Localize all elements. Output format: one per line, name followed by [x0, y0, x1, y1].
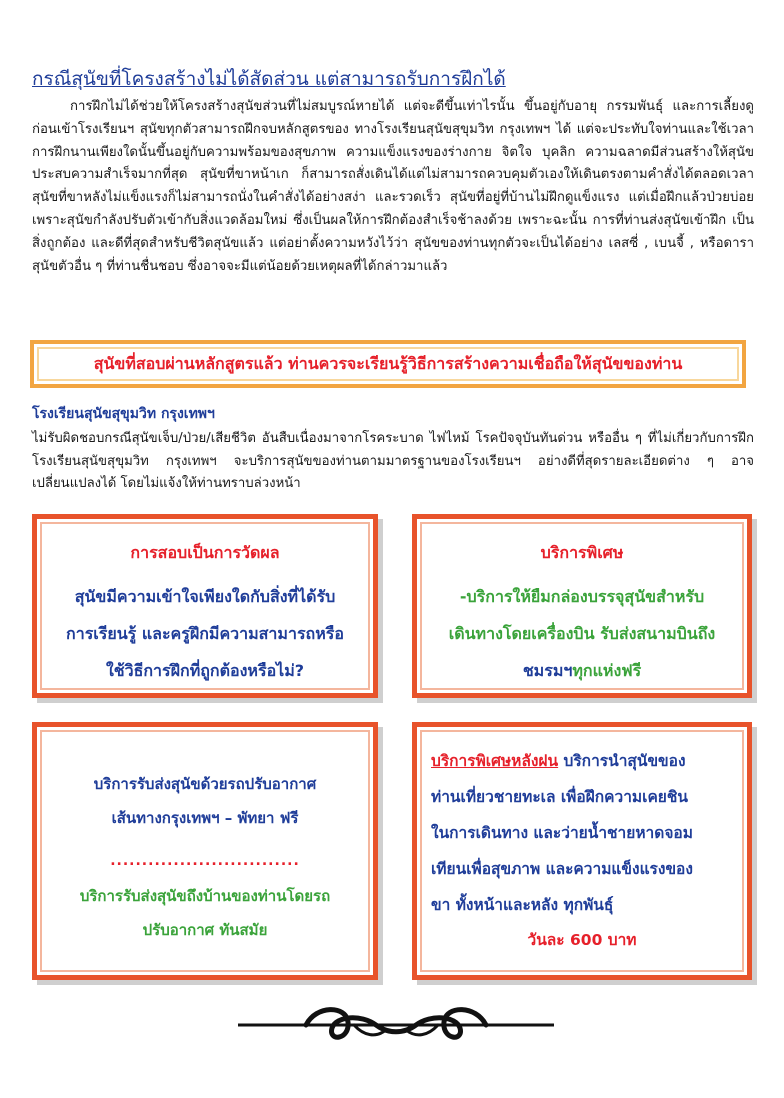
- highlight-banner: [30, 340, 746, 388]
- disclaimer-paragraph: ไม่รับผิดชอบกรณีสุนัขเจ็บ/ป่วย/เสียชีวิต อันสืบเนื่องมาจากโรคระบาด ไฟไหม้ โรคปัจจุบันทันด่วน หรืออื่น ๆ ที่ไม่เกี่ยวกับการฝึก โรงเรียนสุนัขสุขุมวิท กรุงเทพฯ จะบริการสุนัขของท่านตามมาตรฐานของโรงเรียนฯ อย่างดีที่สุดรายละเอียดต่าง ๆ อาจเปลี่ยนแปลงได้ โดยไม่แจ้งให้ท่านทราบล่วงหน้า: [32, 431, 754, 492]
- after-rain-line: [431, 743, 733, 779]
- after-rain-line: ท่านเที่ยวชายทะเล เพื่อฝึกความเคยชิน: [431, 788, 689, 806]
- special-box-title: บริการพิเศษ: [540, 543, 624, 562]
- after-rain-text: บริการนำสุนัขของ: [558, 752, 686, 770]
- free-text: ทุกแห่งฟรี: [572, 661, 642, 680]
- exam-box-line: สุนัขมีความเข้าใจเพียงใดกับสิ่งที่ได้รับ: [74, 587, 336, 606]
- intro-paragraph: [32, 96, 754, 278]
- special-box-line: [417, 652, 747, 689]
- special-box-line: -บริการให้ยืมกล่องบรรจุสุนัขสำหรับ: [459, 587, 705, 606]
- club-text: ชมรมฯ: [522, 661, 573, 680]
- transport-line: เส้นทางกรุงเทพฯ – พัทยา ฟรี: [111, 809, 299, 827]
- exam-box-line: การเรียนรู้ และครูฝึกมีความสามารถหรือ: [66, 624, 344, 643]
- transport-line: บริการรับส่งสุนัขด้วยรถปรับอากาศ: [93, 775, 317, 793]
- exam-box-line: ใช้วิธีการฝึกที่ถูกต้องหรือไม่?: [105, 661, 305, 680]
- page-heading: กรณีสุนัขที่โครงสร้างไม่ได้สัดส่วน แต่สามารถรับการฝึกได้: [32, 68, 506, 90]
- exam-info-box: [32, 514, 378, 698]
- after-rain-line: ขา ทั้งหน้าและหลัง ทุกพันธุ์: [431, 896, 614, 914]
- transport-line: บริการรับส่งสุนัขถึงบ้านของท่านโดยรถ: [79, 887, 331, 905]
- school-name: โรงเรียนสุนัขสุขุมวิท กรุงเทพฯ: [32, 406, 215, 422]
- price-label: วันละ 600 บาท: [527, 931, 637, 949]
- special-box-line: เดินทางโดยเครื่องบิน รับส่งสนามบินถึง: [448, 624, 716, 643]
- after-rain-line: ในการเดินทาง และว่ายน้ำชายหาดจอม: [431, 824, 693, 842]
- transport-service-box: [32, 722, 378, 980]
- intro-text: การฝึกไม่ได้ช่วยให้โครงสร้างสุนัขส่วนที่ไม่สมบูรณ์หายได้ แต่จะดีขึ้นเท่าไรนั้น ขึ้นอยู่กับอายุ กรรมพันธุ์ และการเลี้ยงดูก่อนเข้าโรงเรียนฯ สุนัขทุกตัวสามารถฝึกจบหลักสูตรของ ทางโรงเรียนสุนัขสุขุมวิท กรุงเทพฯ ได้ แต่จะประทับใจท่านและใช้เวลาการฝึกนานเพียงใดนั้นขึ้นอยู่กับความพร้อมของสุขภาพ ความแข็งแรงของร่างกาย จิตใจ บุคลิก ความฉลาดมีส่วนสร้างให้สุนัขประสบความสำเร็จมากที่สุด สุนัขที่ขาหน้าเก ก็สามารถสั่งเดินได้แต่ไม่สามารถควบคุมตัวเองให้เดินตรงตามคำสั่งได้ตลอดเวลา สุนัขที่ขาหลังไม่แข็งแรงก็ไม่สามารถนั่งในคำสั่งได้อย่างสง่า และรวดเร็ว สุนัขที่อยู่ที่บ้านไม่ฝึกดูแข็งแรง แต่เมื่อฝึกแล้วป่วยบ่อย เพราะสุนัขกำลังปรับตัวเข้ากับสิ่งแวดล้อมใหม่ ซึ่งเป็นผลให้การฝึกต้องสำเร็จช้าลงด้วย เพราะฉะนั้น การที่ท่านส่งสุนัขเข้าฝึก เป็นสิ่งถูกต้อง และดีที่สุดสำหรับชีวิตสุนัขแล้ว แต่อย่าตั้งความหวังไว้ว่า สุนัขของท่านทุกตัวจะเป็นได้อย่าง เลสซี่ , เบนจี้ , หรือดาราสุนัขตัวอื่น ๆ ที่ท่านชื่นชอบ ซึ่งอาจจะมีแต่น้อยด้วยเหตุผลที่ได้กล่าวมาแล้ว: [32, 99, 754, 274]
- transport-line: ปรับอากาศ ทันสมัย: [142, 921, 268, 939]
- after-rain-service-box: [412, 722, 752, 980]
- after-rain-line: เทียนเพื่อสุขภาพ และความแข็งแรงของ: [431, 860, 693, 878]
- special-service-box: [412, 514, 752, 698]
- after-rain-title: บริการพิเศษหลังฝน: [431, 752, 559, 770]
- exam-box-title: การสอบเป็นการวัดผล: [130, 543, 280, 562]
- banner-text: สุนัขที่สอบผ่านหลักสูตรแล้ว ท่านควรจะเรียนรู้วิธีการสร้างความเชื่อถือให้สุนัขของท่าน: [93, 353, 683, 373]
- decorative-flourish-icon: [236, 1000, 556, 1050]
- dotted-divider: ..............................: [110, 853, 300, 869]
